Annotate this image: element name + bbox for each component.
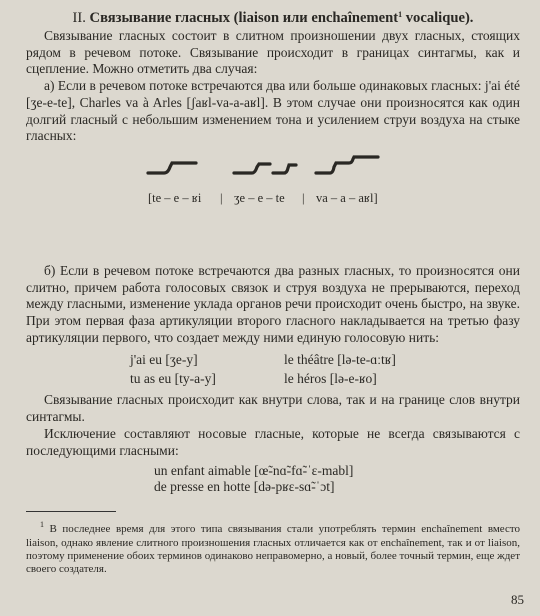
diagram-label-3: va – a – aʁl] [316,190,378,205]
diagram-separator-1: | [220,190,223,205]
footnote [26,518,520,577]
example-de-presse-en-hotte: de presse en hotte [də-pʁɛ-sɑ̃-ˈɔt] [154,479,335,495]
example-un-enfant-aimable: un enfant aimable [œ̃-nɑ̃-fɑ̃-ˈɛ-mabl] [154,463,354,479]
example-tu-as-eu: tu as eu [ty-a-y] [130,371,216,387]
paragraph-case-a: а) Если в речевом потоке встречаются два или больше одинаковых гласных: j'ai été [ʒe-e-te], Charles va à Arles [ʃaʁl-va-a-aʁl]. В этом случае они произносятся как один долгий гласный с небольшим изменением тона и усилением струи воздуха на стыке гласных: [26,78,520,144]
examples-nasal-vowels [26,463,520,495]
footnote-divider [26,511,116,512]
diagram-label-1: [te – e – ʁi [148,190,202,205]
paragraph-case-b: б) Если в речевом потоке встречаются два разных гласных, то произносятся они слитно, причем работа голосовых связок и струя воздуха не прерываются, переход между гласными, изменение уклада органов речи происходит очень быстро, на звуке. При этом первая фаза артикуляции второго гласного накладывается на третью фазу артикуляции первого, что создает между ними единую голосовую нить: [26,262,520,345]
curve-2 [234,164,296,173]
example-le-heros: le héros [lə-e-ʁo] [284,371,377,387]
section-number: II. [72,10,86,26]
intonation-curves [26,151,520,221]
footnote-number: 1 [40,520,44,530]
diagram-separator-2: | [302,190,305,205]
page-number: 85 [511,592,524,607]
intonation-diagram [26,151,520,221]
curve-3 [316,157,378,173]
paragraph-intro: Связывание гласных состоит в слитном произношении двух гласных, стоящих рядом в речевом потоке. Связывание происходит в границах синтагмы, как и сцепление. Можно отметить два случая: [26,28,520,77]
footnote-marker: 1 [398,10,403,19]
example-jai-eu: j'ai eu [ʒe-y] [130,352,198,368]
paragraph-nasal-exception: Исключение составляют носовые гласные, которые не всегда связываются с последующими гласными: [26,425,520,458]
section-heading [26,6,520,27]
paragraph-word-boundaries: Связывание гласных происходит как внутри слова, так и на границе слов внутри синтагмы. [26,392,520,425]
diagram-label-2: ʒe – e – te [234,190,285,205]
example-le-theatre: le théâtre [lə-te-ɑːtʁ] [284,352,396,368]
curve-1 [148,163,196,173]
examples-different-vowels [26,350,520,388]
footnote-text: В последнее время для этого типа связывания стали употреблять термин enchaînement вместо liaison, однако явление слитного произношения гласных отличается как от enchaînement, так и от liaison, поэтому применение обоих терминов одинаково неправомерно, а новый, более точный термин, еще ждет своего создателя. [26,523,520,576]
section-title: Связывание гласных (liaison или enchaînement$^1$ vocalique). [89,10,474,26]
